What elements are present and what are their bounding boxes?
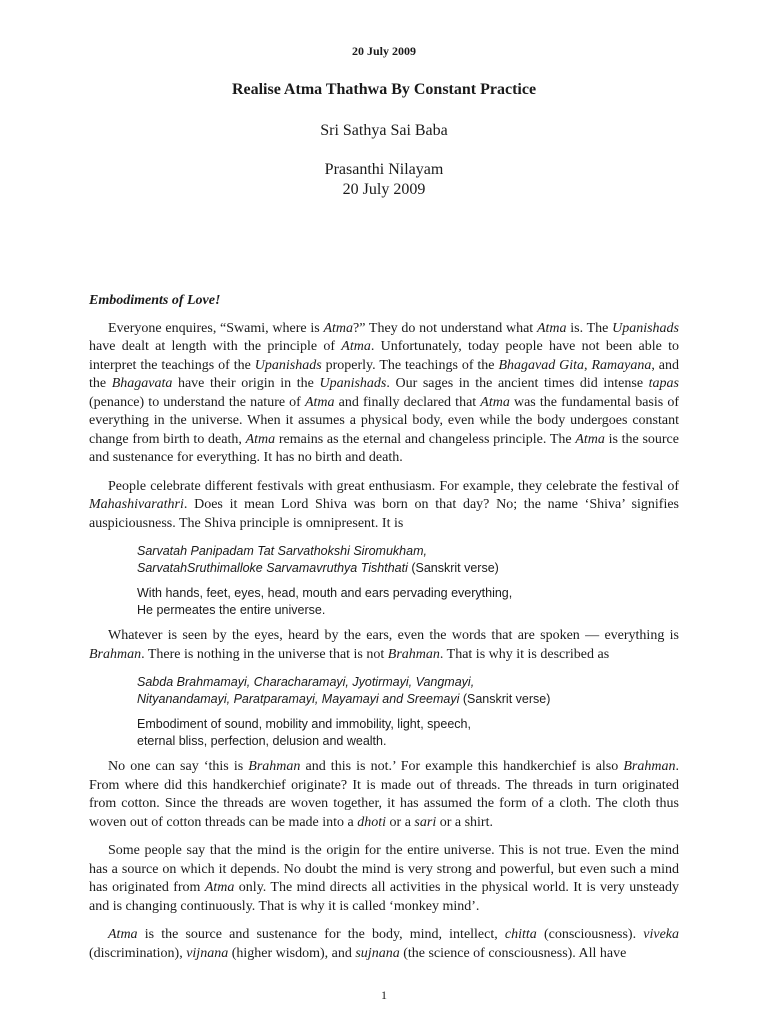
place: Prasanthi Nilayam: [324, 161, 444, 178]
author: Sri Sathya Sai Baba: [320, 122, 448, 139]
header-date: 20 July 2009: [351, 44, 416, 58]
paragraph-1: Everyone enquires, “Swami, where is Atma?” They do not understand what Atma is. The Upanishads have dealt at length with the principle of Atma. Unfortunately, today people have not been able to interpret the teachings of the Upanishads properly. The teachings of the Bhagavad Gita, Ramayana, and the Bhagavata have their origin in the Upanishads. Our sages in the ancient times did intense tapas (penance) to understand the nature of Atma and finally declared that Atma was the fundamental basis of everything in the universe. When it assumes a physical body, even while the body undergoes constant change from birth to death, Atma remains as the eternal and changeless principle. The Atma is the source and sustenance for everything. It has no birth and death.: [89, 320, 680, 465]
paragraph-2: People celebrate different festivals with great enthusiasm. For example, they celebrate the festival of Mahashivarathri. Does it mean Lord Shiva was born on that day? No; the name ‘Shiva’ signifies auspiciousness. The Shiva principle is omnipresent. It is: [89, 478, 679, 531]
paragraph-3: Whatever is seen by the eyes, heard by the ears, even the words that are spoken — everything is Brahman. There is nothing in the universe that is not Brahman. That is why it is described as: [89, 628, 679, 662]
paragraph-6: Atma is the source and sustenance for the body, mind, intellect, chitta (consciousness). viveka (discrimination), vijnana (higher wisdom), and sujnana (the science of consciousness). All have: [89, 927, 679, 961]
document-title: Realise Atma Thathwa By Constant Practice: [231, 81, 537, 98]
salutation: Embodiments of Love!: [89, 293, 221, 308]
verse-translation-2: Embodiment of sound, mobility and immobility, light, speech, eternal bliss, perfection, delusion and wealth.: [137, 717, 471, 748]
place-block: [0, 160, 768, 200]
sanskrit-verse-1: Sarvatah Panipadam Tat Sarvathokshi Siromukham, SarvatahSruthimalloke Sarvamavruthya Tishthati (Sanskrit verse): [137, 544, 499, 575]
place-date: 20 July 2009: [342, 181, 426, 198]
paragraph-5: Some people say that the mind is the origin for the entire universe. This is not true. Even the mind has a source on which it depends. No doubt the mind is very strong and powerful, but even such a mind has originated from Atma only. The mind directs all activities in the physical world. It is very unsteady and is changing continuously. That is why it is called ‘monkey mind’.: [89, 843, 679, 914]
page-number: 1: [381, 988, 387, 1002]
paragraph-4: No one can say ‘this is Brahman and this is not.’ For example this handkerchief is also Brahman. From where did this handkerchief originate? It is made out of threads. The threads in turn originated from cotton. Since the threads are woven together, it has assumed the form of a cloth. The cloth thus woven out of cotton threads can be made into a dhoti or a sari or a shirt.: [89, 759, 679, 830]
sanskrit-verse-2: Sabda Brahmamayi, Characharamayi, Jyotirmayi, Vangmayi, Nityanandamayi, Paratparamayi, Mayamayi and Sreemayi (Sanskrit verse): [137, 675, 551, 706]
document-body: [89, 292, 679, 973]
verse-translation-1: With hands, feet, eyes, head, mouth and ears pervading everything, He permeates the entire universe.: [137, 586, 513, 617]
